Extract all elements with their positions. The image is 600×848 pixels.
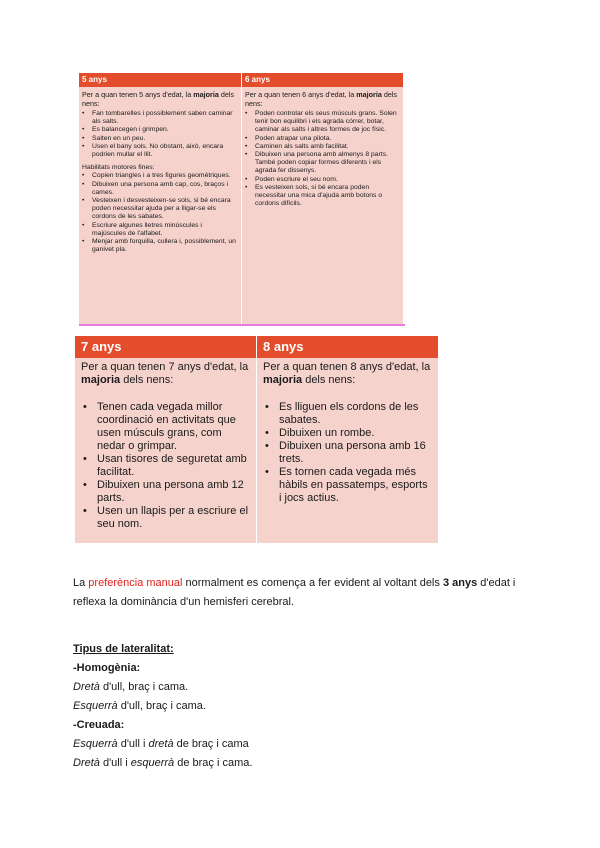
development-table-7-8 [75, 336, 438, 543]
bullet-list [79, 110, 241, 159]
list-item: • Salten en un peu. [92, 135, 237, 143]
column-intro: Per a quan tenen 5 anys d'edat, la majoria dels nens: [82, 90, 235, 108]
subheading: Habilitats motores fines: [82, 164, 155, 172]
bullet-list [75, 401, 256, 531]
creuada-label: -Creuada: [73, 719, 125, 731]
list-item: • Menjar amb forquilla, cullera i, possiblement, un ganivet pla. [92, 238, 237, 254]
highlight-term: preferència manual [88, 577, 183, 589]
bullet-list [257, 401, 438, 505]
column-header: 5 anys [79, 73, 241, 87]
list-item: • Dibuixen una persona amb 12 parts. [97, 479, 250, 505]
list-item: • Poden escriure el seu nom. [255, 176, 399, 184]
list-item: • Usan tisores de seguretat amb facilitat. [97, 453, 250, 479]
list-item: • Dibuixen una persona amb cap, cos, braços i cames. [92, 181, 237, 197]
creuada-line-1: Esquerrà d'ull i dretà de braç i cama [73, 738, 249, 750]
list-item: • Vesteixen i desvesteixen-se sols, si bé encara poden necessitar ajuda per a lligar-se els cordons de les sabates. [92, 197, 237, 222]
homogenia-label: -Homogènia: [73, 662, 141, 674]
table-bottom-rule [79, 324, 405, 326]
list-item: • Copien triangles i a tres figures geomètriques. [92, 172, 237, 180]
list-item: • Es tornen cada vegada més hàbils en passatemps, esports i jocs actius. [279, 466, 432, 505]
list-item: • Escriure algunes lletres minúscules i majúscules de l'alfabet. [92, 222, 237, 238]
column-8-anys [256, 336, 438, 543]
column-intro: Per a quan tenen 7 anys d'edat, la majoria dels nens: [81, 361, 249, 386]
list-item: • Es lliguen els cordons de les sabates. [279, 401, 432, 427]
homogenia-line-2: Esquerrà d'ull, braç i cama. [73, 700, 206, 712]
column-6-anys [241, 73, 403, 325]
laterality-heading: Tipus de lateralitat: [73, 643, 174, 655]
list-item: • Poden atrapar una pilota. [255, 135, 399, 143]
list-item: • Usen el bany sols. No obstant, això, encara podrien mullar el llit. [92, 143, 237, 159]
list-item: • Caminen als salts amb facilitat. [255, 143, 399, 151]
column-header: 6 anys [242, 73, 403, 87]
column-header: 7 anys [75, 336, 256, 358]
list-item: • Fan tombarelles i possiblement saben caminar als salts. [92, 110, 237, 126]
bullet-list [242, 110, 403, 208]
homogenia-line-1: Dretà d'ull, braç i cama. [73, 681, 189, 693]
list-item: • Dibuixen una persona amb almenys 8 parts. També poden copiar formes diferents i els agrada fer dissenys. [255, 151, 399, 176]
list-item: • Poden controlar els seus músculs grans. Solen tenir bon equilibri i els agrada córrer, botar, caminar als salts i altres formes de joc físic. [255, 110, 399, 135]
list-item: • Dibuixen una persona amb 16 trets. [279, 440, 432, 466]
list-item: • Tenen cada vegada millor coordinació en activitats que usen músculs grans, com nedar o grimpar. [97, 401, 250, 453]
list-item: • Usen un llapis per a escriure el seu nom. [97, 505, 250, 531]
column-intro: Per a quan tenen 6 anys d'edat, la majoria dels nens: [245, 90, 398, 108]
column-5-anys [79, 73, 241, 325]
development-table-5-6 [79, 73, 403, 325]
list-item: • Es balancegen i grimpen. [92, 126, 237, 134]
column-intro: Per a quan tenen 8 anys d'edat, la majoria dels nens: [263, 361, 431, 386]
column-7-anys [75, 336, 256, 543]
list-item: • Dibuixen un rombe. [279, 427, 432, 440]
bullet-list [79, 172, 241, 254]
creuada-line-2: Dretà d'ull i esquerrà de braç i cama. [73, 757, 253, 769]
list-item: • Es vesteixen sols, si bé encara poden necessitar una mica d'ajuda amb botons o cordons difícils. [255, 184, 399, 209]
handedness-paragraph: La preferència manual normalment es comença a fer evident al voltant dels 3 anys d'edat i reflexa la dominància d'un hemisferi cerebral. [73, 577, 516, 608]
column-header: 8 anys [257, 336, 438, 358]
